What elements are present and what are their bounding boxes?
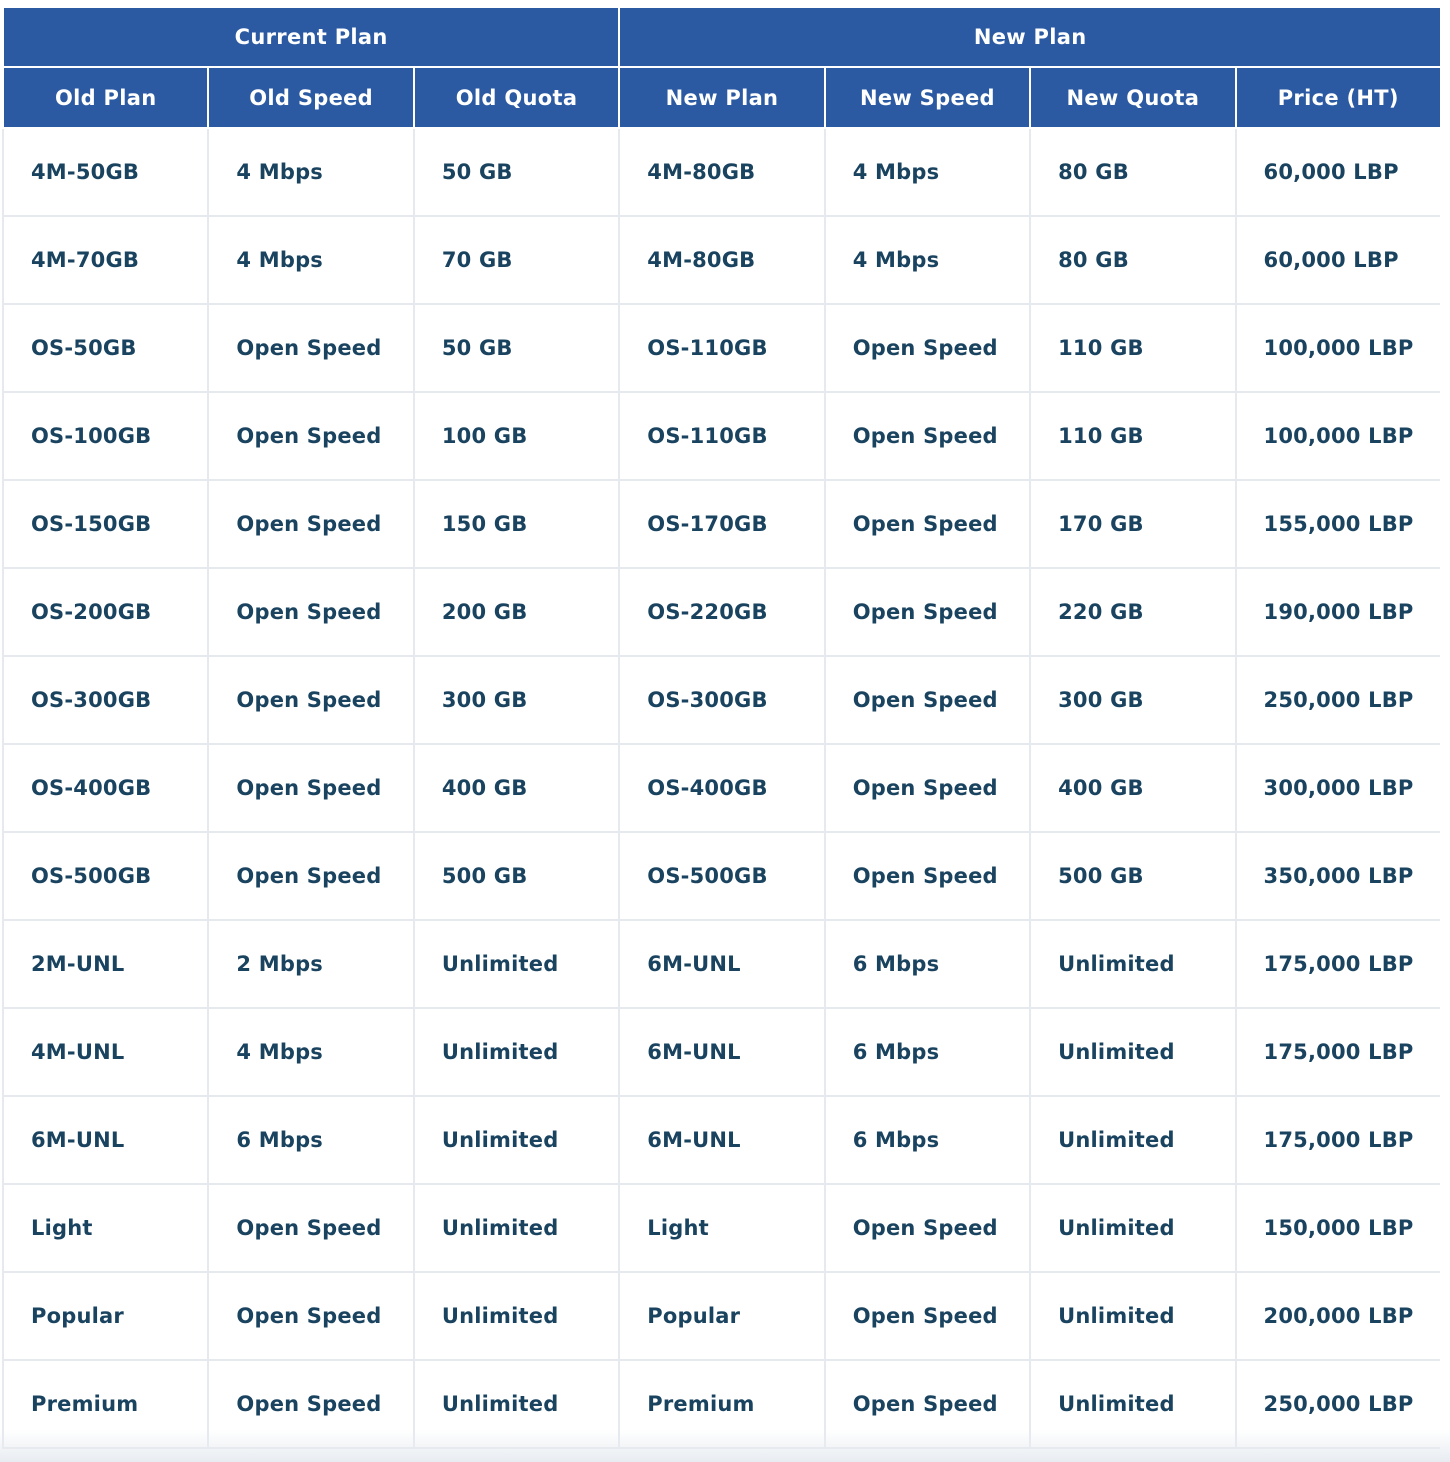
cell-old-speed: Open Speed bbox=[208, 1360, 413, 1448]
cell-old-plan: 4M-50GB bbox=[3, 128, 208, 216]
cell-old-speed: Open Speed bbox=[208, 832, 413, 920]
cell-old-speed: Open Speed bbox=[208, 1272, 413, 1360]
cell-price: 250,000 LBP bbox=[1236, 656, 1440, 744]
cell-new-plan: OS-300GB bbox=[619, 656, 824, 744]
cell-new-plan: 6M-UNL bbox=[619, 1096, 824, 1184]
cell-new-speed: Open Speed bbox=[825, 392, 1030, 480]
cell-new-speed: 6 Mbps bbox=[825, 920, 1030, 1008]
cell-old-quota: 50 GB bbox=[414, 304, 619, 392]
table-body bbox=[3, 128, 1440, 1448]
table-row bbox=[3, 744, 1440, 832]
cell-old-plan: OS-50GB bbox=[3, 304, 208, 392]
table-row bbox=[3, 656, 1440, 744]
cell-old-plan: OS-400GB bbox=[3, 744, 208, 832]
header-new-plan: New Plan bbox=[619, 7, 1440, 67]
cell-price: 175,000 LBP bbox=[1236, 1096, 1440, 1184]
cell-new-plan: OS-500GB bbox=[619, 832, 824, 920]
table-row bbox=[3, 392, 1440, 480]
cell-old-quota: 150 GB bbox=[414, 480, 619, 568]
cell-new-quota: 80 GB bbox=[1030, 216, 1235, 304]
cell-old-quota: Unlimited bbox=[414, 920, 619, 1008]
cell-old-speed: 6 Mbps bbox=[208, 1096, 413, 1184]
cell-new-plan: OS-170GB bbox=[619, 480, 824, 568]
cell-old-speed: Open Speed bbox=[208, 568, 413, 656]
cell-price: 175,000 LBP bbox=[1236, 920, 1440, 1008]
cell-old-speed: Open Speed bbox=[208, 304, 413, 392]
cell-old-quota: 400 GB bbox=[414, 744, 619, 832]
bottom-fade-overlay bbox=[0, 1430, 1450, 1462]
cell-old-plan: 2M-UNL bbox=[3, 920, 208, 1008]
cell-new-quota: Unlimited bbox=[1030, 1360, 1235, 1448]
cell-old-quota: Unlimited bbox=[414, 1272, 619, 1360]
cell-new-speed: Open Speed bbox=[825, 304, 1030, 392]
cell-new-speed: Open Speed bbox=[825, 832, 1030, 920]
cell-new-speed: 6 Mbps bbox=[825, 1096, 1030, 1184]
cell-old-speed: Open Speed bbox=[208, 392, 413, 480]
cell-new-speed: Open Speed bbox=[825, 1360, 1030, 1448]
cell-old-plan: Light bbox=[3, 1184, 208, 1272]
cell-new-plan: 4M-80GB bbox=[619, 128, 824, 216]
cell-new-quota: 80 GB bbox=[1030, 128, 1235, 216]
cell-new-quota: 400 GB bbox=[1030, 744, 1235, 832]
cell-new-quota: 170 GB bbox=[1030, 480, 1235, 568]
table-row bbox=[3, 480, 1440, 568]
plans-table-container bbox=[2, 6, 1440, 1452]
cell-old-plan: 4M-70GB bbox=[3, 216, 208, 304]
cell-new-quota: Unlimited bbox=[1030, 1184, 1235, 1272]
cell-new-quota: 300 GB bbox=[1030, 656, 1235, 744]
cell-new-plan: 4M-80GB bbox=[619, 216, 824, 304]
cell-old-plan: OS-500GB bbox=[3, 832, 208, 920]
cell-new-quota: 110 GB bbox=[1030, 304, 1235, 392]
cell-old-plan: Popular bbox=[3, 1272, 208, 1360]
cell-price: 60,000 LBP bbox=[1236, 128, 1440, 216]
table-row bbox=[3, 568, 1440, 656]
header-current-plan: Current Plan bbox=[3, 7, 619, 67]
cell-price: 60,000 LBP bbox=[1236, 216, 1440, 304]
cell-old-speed: Open Speed bbox=[208, 1184, 413, 1272]
cell-old-speed: Open Speed bbox=[208, 480, 413, 568]
cell-new-speed: Open Speed bbox=[825, 744, 1030, 832]
cell-new-plan: Popular bbox=[619, 1272, 824, 1360]
cell-old-quota: 300 GB bbox=[414, 656, 619, 744]
cell-price: 150,000 LBP bbox=[1236, 1184, 1440, 1272]
column-header-new-quota: New Quota bbox=[1030, 67, 1235, 128]
cell-old-plan: OS-200GB bbox=[3, 568, 208, 656]
cell-new-quota: Unlimited bbox=[1030, 1096, 1235, 1184]
cell-new-speed: Open Speed bbox=[825, 568, 1030, 656]
cell-new-speed: 4 Mbps bbox=[825, 128, 1030, 216]
header-group-row bbox=[3, 7, 1440, 67]
cell-new-plan: OS-110GB bbox=[619, 304, 824, 392]
cell-old-quota: Unlimited bbox=[414, 1096, 619, 1184]
cell-new-quota: Unlimited bbox=[1030, 920, 1235, 1008]
cell-old-speed: 4 Mbps bbox=[208, 216, 413, 304]
cell-new-speed: Open Speed bbox=[825, 656, 1030, 744]
cell-old-plan: OS-100GB bbox=[3, 392, 208, 480]
header-columns-row bbox=[3, 67, 1440, 128]
cell-price: 190,000 LBP bbox=[1236, 568, 1440, 656]
cell-new-plan: Premium bbox=[619, 1360, 824, 1448]
cell-old-quota: 70 GB bbox=[414, 216, 619, 304]
cell-new-plan: Light bbox=[619, 1184, 824, 1272]
cell-old-speed: 4 Mbps bbox=[208, 1008, 413, 1096]
column-header-new-plan: New Plan bbox=[619, 67, 824, 128]
cell-new-quota: 220 GB bbox=[1030, 568, 1235, 656]
cell-new-plan: 6M-UNL bbox=[619, 920, 824, 1008]
cell-old-quota: Unlimited bbox=[414, 1360, 619, 1448]
table-row bbox=[3, 920, 1440, 1008]
cell-price: 175,000 LBP bbox=[1236, 1008, 1440, 1096]
table-row bbox=[3, 304, 1440, 392]
cell-price: 100,000 LBP bbox=[1236, 392, 1440, 480]
cell-old-quota: 100 GB bbox=[414, 392, 619, 480]
cell-price: 250,000 LBP bbox=[1236, 1360, 1440, 1448]
table-row bbox=[3, 1096, 1440, 1184]
column-header-old-quota: Old Quota bbox=[414, 67, 619, 128]
cell-old-plan: OS-150GB bbox=[3, 480, 208, 568]
plans-comparison-table bbox=[2, 6, 1440, 1449]
cell-old-plan: Premium bbox=[3, 1360, 208, 1448]
cell-price: 300,000 LBP bbox=[1236, 744, 1440, 832]
cell-new-speed: Open Speed bbox=[825, 1272, 1030, 1360]
table-row bbox=[3, 1272, 1440, 1360]
cell-new-quota: 110 GB bbox=[1030, 392, 1235, 480]
cell-old-speed: Open Speed bbox=[208, 656, 413, 744]
cell-price: 350,000 LBP bbox=[1236, 832, 1440, 920]
cell-old-plan: 4M-UNL bbox=[3, 1008, 208, 1096]
table-row bbox=[3, 216, 1440, 304]
cell-old-quota: 500 GB bbox=[414, 832, 619, 920]
cell-new-plan: 6M-UNL bbox=[619, 1008, 824, 1096]
cell-new-speed: 4 Mbps bbox=[825, 216, 1030, 304]
cell-new-speed: Open Speed bbox=[825, 480, 1030, 568]
column-header-old-speed: Old Speed bbox=[208, 67, 413, 128]
cell-old-plan: 6M-UNL bbox=[3, 1096, 208, 1184]
cell-old-quota: Unlimited bbox=[414, 1008, 619, 1096]
cell-old-plan: OS-300GB bbox=[3, 656, 208, 744]
table-row bbox=[3, 832, 1440, 920]
cell-old-quota: 50 GB bbox=[414, 128, 619, 216]
column-header-new-speed: New Speed bbox=[825, 67, 1030, 128]
cell-old-speed: 4 Mbps bbox=[208, 128, 413, 216]
table-row bbox=[3, 128, 1440, 216]
cell-new-quota: Unlimited bbox=[1030, 1272, 1235, 1360]
cell-price: 100,000 LBP bbox=[1236, 304, 1440, 392]
table-row bbox=[3, 1184, 1440, 1272]
table-header bbox=[3, 7, 1440, 128]
cell-new-quota: 500 GB bbox=[1030, 832, 1235, 920]
cell-price: 155,000 LBP bbox=[1236, 480, 1440, 568]
table-row bbox=[3, 1008, 1440, 1096]
cell-old-speed: 2 Mbps bbox=[208, 920, 413, 1008]
cell-old-quota: 200 GB bbox=[414, 568, 619, 656]
cell-new-plan: OS-400GB bbox=[619, 744, 824, 832]
cell-new-speed: 6 Mbps bbox=[825, 1008, 1030, 1096]
cell-new-speed: Open Speed bbox=[825, 1184, 1030, 1272]
cell-old-quota: Unlimited bbox=[414, 1184, 619, 1272]
cell-new-plan: OS-220GB bbox=[619, 568, 824, 656]
cell-new-quota: Unlimited bbox=[1030, 1008, 1235, 1096]
column-header-old-plan: Old Plan bbox=[3, 67, 208, 128]
cell-new-plan: OS-110GB bbox=[619, 392, 824, 480]
cell-price: 200,000 LBP bbox=[1236, 1272, 1440, 1360]
cell-old-speed: Open Speed bbox=[208, 744, 413, 832]
column-header-price: Price (HT) bbox=[1236, 67, 1440, 128]
